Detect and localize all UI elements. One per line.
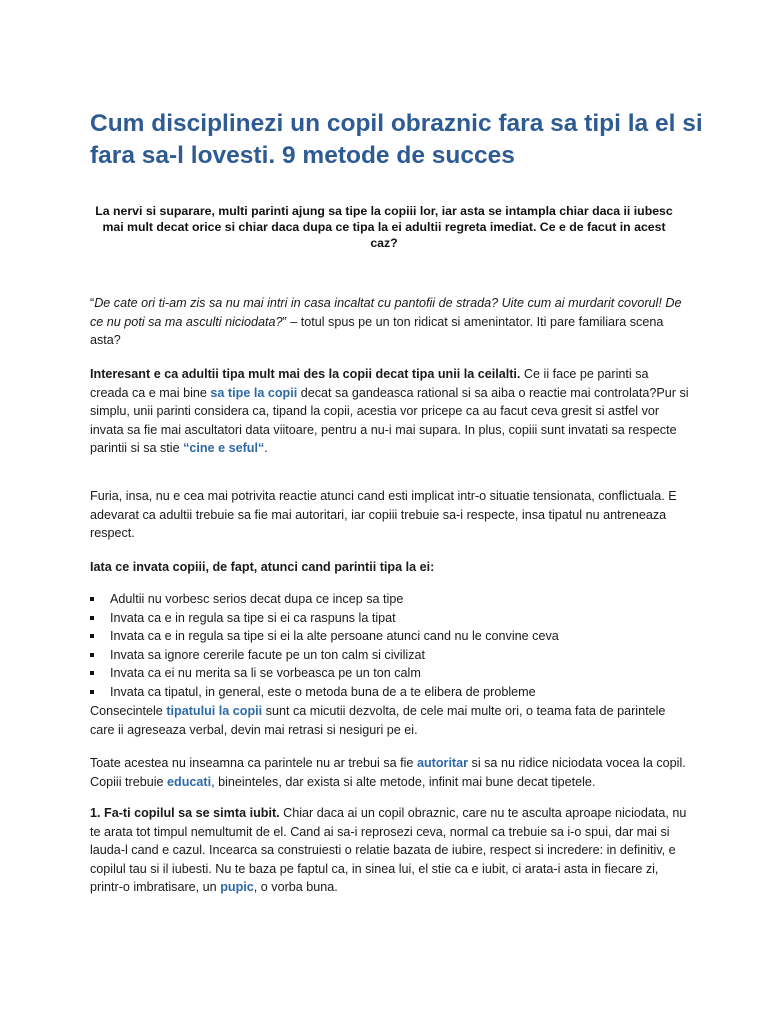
text-run: Ce ii face pe parinti sa creada ca e mai bine xyxy=(90,367,649,400)
text-run: Chiar daca ai un copil obraznic, care nu te asculta aproape niciodata, nu te arata tot timpul nemultumit de el. Cand ai sa-i reprosezi ceva, normal ca trebuie sa i-o spui, dar mai si lauda-l cand e cazul. Incearca sa construiesti o relatie bazata de iubire, respect si incredere: in definitiv, e copilul tau si il iubesti. Nu te baza pe faptul ca, in sinea lui, el stie ca e iubit, ci arata-i asta in fiecare zi, printr-o imbratisare, un xyxy=(90,806,687,895)
bullet-icon xyxy=(90,616,94,620)
bullet-list xyxy=(90,590,690,702)
article-title: Cum disciplinezi un copil obraznic fara sa tipi la el si fara sa-l lovesti. 9 metode de succes xyxy=(90,110,703,169)
list-item xyxy=(90,664,690,683)
bullet-icon xyxy=(90,634,94,638)
bullet-icon xyxy=(90,690,94,694)
quote-text: De cate ori ti-am zis sa nu mai intri in casa incaltat cu pantofii de strada? Uite cum ai murdarit covorul! De ce nu poti sa ma asculti niciodata? xyxy=(90,296,682,329)
bullet-icon xyxy=(90,653,94,657)
open-quote: “ xyxy=(90,296,95,310)
text-run: Toate acestea nu inseamna ca parintele nu ar trebui sa fie xyxy=(90,756,417,770)
close-quote: “ xyxy=(258,441,265,456)
list-item xyxy=(90,627,690,646)
text-run: , o vorba buna. xyxy=(253,880,338,895)
list-heading: Iata ce invata copiii, de fapt, atunci cand parintii tipa la ei: xyxy=(90,560,435,574)
quote-rest: ” – totul spus pe un ton ridicat si amenintator. Iti pare familiara scena asta? xyxy=(90,314,664,348)
text-run: sunt ca micutii dezvolta, de cele mai multe ori, o teama fata de parintele care ii agreseaza verbal, devin mai retrasi si nesiguri pe ei. xyxy=(90,704,666,737)
list-item-text: Invata sa ignore cererile facute pe un ton calm si civilizat xyxy=(110,647,425,662)
bold-intro: Interesant e ca adultii tipa mult mai des la copii decat tipa unii la ceilalti. xyxy=(90,367,521,381)
list-item xyxy=(90,646,690,665)
text-run: Consecintele xyxy=(90,704,167,718)
paragraph-autoritar xyxy=(90,754,690,791)
link-cine-e-seful[interactable]: cine e seful xyxy=(189,441,258,456)
open-quote: “ xyxy=(183,441,190,456)
bullet-icon xyxy=(90,671,94,675)
list-item-text: Invata ca tipatul, in general, este o metoda buna de a te elibera de probleme xyxy=(110,684,536,699)
link-sa-tipe-la-copii[interactable]: sa tipe la copii xyxy=(210,385,298,400)
list-item-text: Invata ca ei nu merita sa li se vorbeasca pe un ton calm xyxy=(110,666,421,681)
article-lead: La nervi si suparare, multi parinti ajung sa tipe la copiii lor, iar asta se intampla chiar daca ii iubesc mai mult decat orice si chiar daca dupa ce tipa la ei adultii regreta imediat. Ce e de facut in acest caz? xyxy=(95,204,673,250)
link-pupic[interactable]: pupic xyxy=(220,880,254,895)
list-item-text: Adultii nu vorbesc serios decat dupa ce incep sa tipe xyxy=(110,592,404,606)
text-run: decat sa gandeasca rational si sa aiba o reactie mai controlata?Pur si simplu, unii parinti considera ca, tipand la copii, acestia vor pricepe ca au facut ceva gresit si astfel vor invata sa fie mai ascultatori data viitoare, pentru a nu-i mai supara. In plus, copiii sunt invatati sa respecte parintii si sa stie xyxy=(90,385,689,456)
list-item xyxy=(90,609,690,628)
text-run: . xyxy=(264,441,268,456)
list-item-text: Invata ca e in regula sa tipe si ei ca raspuns la tipat xyxy=(110,610,396,625)
paragraph-furia xyxy=(90,487,690,543)
text-run: Furia, insa, nu e cea mai potrivita reactie atunci cand esti implicat intr-o situatie tensionata, conflictuala. E adevarat ca adultii trebuie sa fie mai autoritari, iar copiii trebuie sa-i respecte, insa tipatul nu antreneaza respect. xyxy=(90,489,677,541)
method-heading: 1. Fa-ti copilul sa se simta iubit. xyxy=(90,806,280,820)
paragraph-method-1 xyxy=(90,804,690,897)
list-item xyxy=(90,590,690,609)
text-run: si sa nu ridice niciodata vocea la copil. Copiii trebuie xyxy=(90,756,686,789)
link-tipatului-la-copii[interactable]: tipatului la copii xyxy=(166,704,263,718)
paragraph-interesting xyxy=(90,365,690,458)
paragraph-heading xyxy=(90,558,690,577)
text-run: , bineinteles, dar exista si alte metode, infinit mai bune decat tipetele. xyxy=(211,774,596,789)
paragraph-quote xyxy=(90,294,690,350)
list-item-text: Invata ca e in regula sa tipe si ei la alte persoane atunci cand nu le convine ceva xyxy=(110,629,559,644)
link-autoritar[interactable]: autoritar xyxy=(416,756,469,770)
link-educati[interactable]: educati xyxy=(167,774,212,789)
bullet-icon xyxy=(90,597,94,601)
paragraph-consecinte xyxy=(90,702,690,739)
list-item xyxy=(90,683,690,702)
